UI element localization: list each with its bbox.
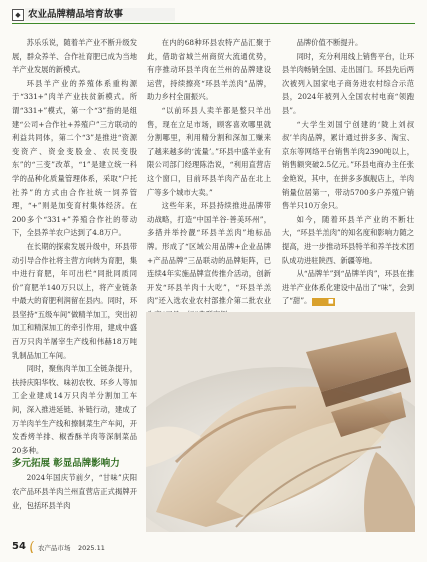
paragraph: 在长期的探索发展升级中，环县带动引导合作社将主营方向转为育肥，集中进行育肥，年可出栏“同批同质同价”育肥羊140万只以上，将产业链条中最大的育肥利润留在县内。同时，环县坚持“五级车间”做精羊加工，突出初加工和精深加工的牵引作用，建成中盛百万只肉羊屠宰生产线和伟赫18万吨乳制品加工车间。 (12, 241, 137, 360)
paragraph: 同时，充分利用线上销售平台，让环县羊肉畅销全国、走出国门。环县先后两次被列入国家电子商务进农村综合示范县，2024年被列入全国农村电商“领跑县”。 (282, 51, 414, 115)
paragraph: 苏乐乐说，随着羊产业不断升级发展，群众养羊、合作社育肥已成为当地羊产业发展的新模式。 (12, 38, 137, 75)
diamond-icon: ◆ (12, 9, 24, 21)
paragraph: 如今，随着环县羊产业的不断壮大，“环县羊羔肉”的知名度和影响力随之提高，进一步推动环县特羊和养羊技术团队成功进驻陕西、新疆等地。 (282, 214, 414, 265)
issue-date: 2025.11 (78, 544, 105, 552)
paragraph (282, 267, 414, 308)
magazine-name: 农产品市场 (38, 544, 71, 552)
paragraph-text: 从“品牌羊”到“品牌羊肉”，环县在推进羊产业体系化建设中品出了“味”，会到了“甜”。 (282, 269, 414, 306)
header-rule (12, 23, 415, 24)
magazine-logo-icon (30, 541, 35, 553)
paragraph: 2024年国庆节前夕，“甘味”庆阳农产品环县羊肉兰州直营店正式揭牌开业，包括环县羊肉 (12, 473, 137, 510)
section-title: 农业品牌精品培育故事 (28, 9, 124, 20)
article-column-2 (147, 36, 271, 321)
lamb-meat-photo (146, 312, 415, 532)
section-header (12, 8, 415, 24)
paragraph: 这些年来，环县持续推进品牌带动战略，打造“中国羊谷·善美环州”，多措并举拎靓“环县羊羔肉”地标品牌。形成了“区域公用品牌+企业品牌+产品品牌”三品联动的品牌矩阵，已连续4年实施品牌宣传推介活动，创新开发“环县羊肉十大吃”，“环县羊羔肉”还入选农业农村部推介第二批农业 (147, 201, 271, 306)
paragraph: “以前环县人卖羊都是整只羊出售，现在立足市场，顾客喜欢哪里就分割哪里，利用精分割和深加工赚来了越来越多的‘流量’。”环县中盛羊业有限公司部门经理陈浩说，“利用直营店这个窗口，目前环县羊肉产品在北上广等多个城市大卖。” (147, 105, 271, 197)
lamb-meat-illustration (146, 312, 415, 532)
paragraph: 品牌价值不断提升。 (296, 38, 363, 47)
article-column-1 (12, 36, 137, 512)
end-mark-icon: ■ (312, 298, 334, 306)
paragraph: 同时，聚焦肉羊加工全链条提升，扶持庆阳华牧、味初农牧、环乡人等加工企业建成14万只肉羊分割加工车间，深入推进延链、补链行动，建成了万羊肉羊生产线和擦制菜生产车间，开发香烤羊排、椒香酥羊肉等深制菜品20多种。 (12, 364, 137, 455)
paragraph: 在内的68种环县农特产品汇聚于此，借助省城兰州商贸大流通优势，有序推动环县羊肉在兰州的品牌建设运营，持续擦亮“环县羊羔肉”品牌，助力乡村全面振兴。 (147, 38, 271, 102)
page-footer (12, 540, 415, 554)
article-column-3 (282, 36, 414, 308)
paragraph: “大学生刘国宁创建的‘陇上刘叔叔’羊肉品牌，累计通过拼多多、淘宝、京东等网络平台销售羊肉2390吨以上，销售额突破2.5亿元。”环县电商办主任张金艳说，其中，在拼多多旗舰店上，羊肉销量位居第一，带动5700多户养殖户销售羊只10万余只。 (282, 119, 414, 211)
page-number: 54 (12, 541, 26, 552)
section-subheading: 多元拓展 彰显品牌影响力 (12, 458, 120, 470)
paragraph: 环县羊产业的养殖体系重构源于“331+”肉羊产业扶贫新模式。所谓“331+”模式，第一个“3”指的是组建“公司+合作社+养殖户”三方联动的利益共同体，第二个“3”是推进“资源变资产、资金变股金、农民变股东”的“三变”改革，“1”是建立统一科学的品种化质量管理体系，采取“户托社养”的方式由合作社统一饲养管理，“+”则是加变育村集体经济。在200多个“331+”养殖合作社的带动下，全县养羊农户达到了4.8万户。 (12, 78, 137, 238)
